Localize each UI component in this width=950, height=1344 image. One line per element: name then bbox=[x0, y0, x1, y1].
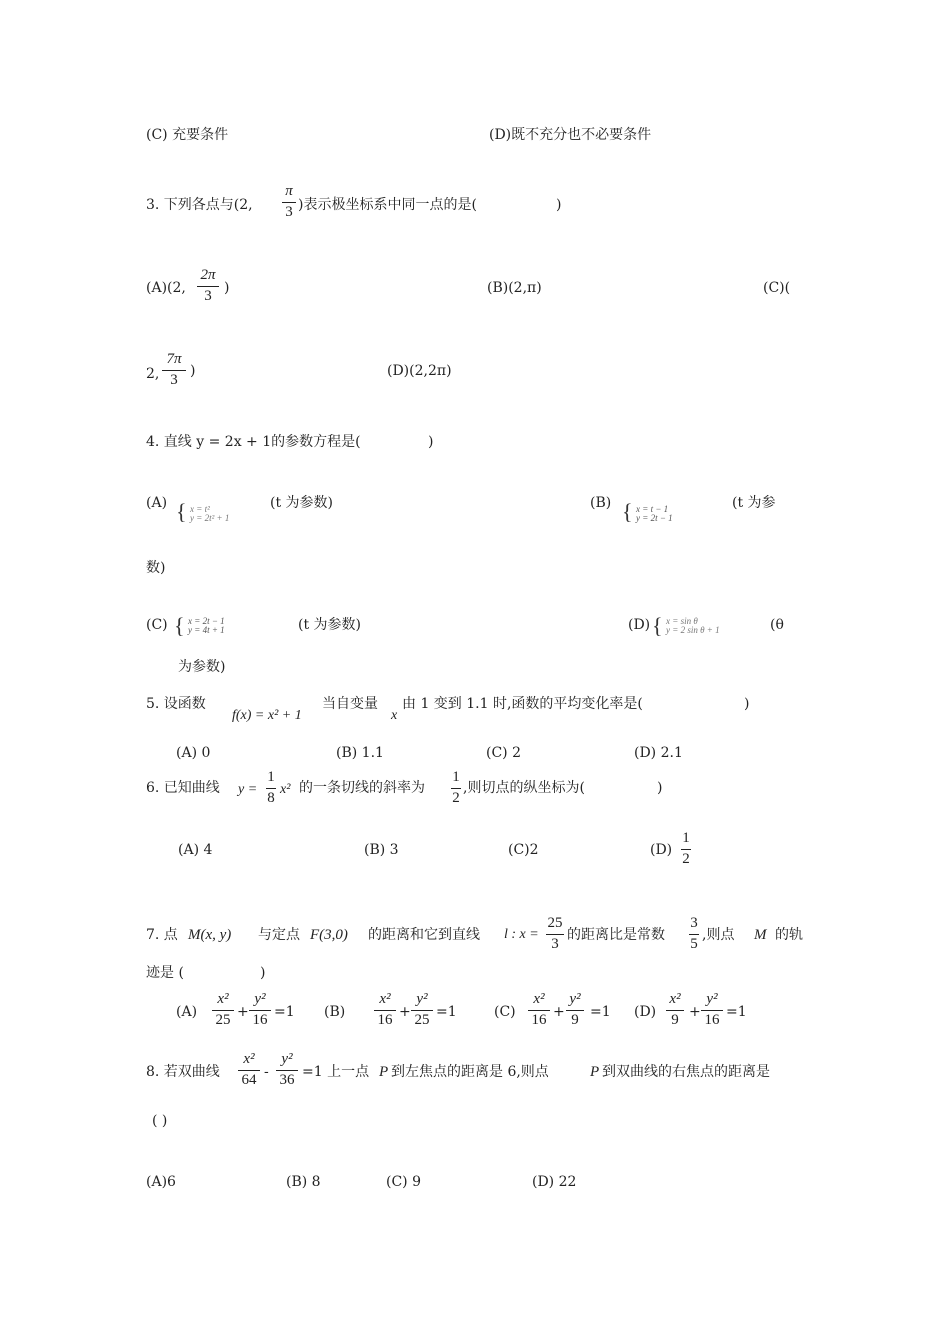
q3-option-c-num: 7π bbox=[166, 351, 182, 367]
q3-option-c-prefix: (C)( bbox=[763, 280, 791, 296]
q7-b-n1: x² bbox=[379, 991, 391, 1007]
q5-paren-close: ) bbox=[744, 696, 750, 712]
q6-option-d-fraction bbox=[681, 831, 691, 868]
q7-a-d2: 16 bbox=[252, 1011, 268, 1028]
fraction-bar bbox=[666, 1010, 684, 1011]
fraction-bar bbox=[701, 1010, 723, 1011]
fraction-bar bbox=[238, 1070, 260, 1071]
q7-c-d1: 16 bbox=[531, 1011, 547, 1028]
q5-option-c: (C) 2 bbox=[486, 745, 521, 761]
brace-icon: { bbox=[176, 499, 187, 524]
fraction-bar bbox=[411, 1010, 433, 1011]
q3-option-a-num: 2π bbox=[200, 267, 216, 283]
q8-paren: ( ) bbox=[152, 1113, 168, 1129]
q7-stem-5: ,则点 bbox=[702, 927, 735, 943]
q6-paren-close: ) bbox=[657, 780, 663, 796]
brace-icon: { bbox=[652, 613, 663, 638]
q7-point-f: F(3,0) bbox=[310, 927, 348, 943]
q3-option-b: (B)(2,π) bbox=[487, 280, 542, 296]
q8-option-b: (B) 8 bbox=[286, 1174, 321, 1190]
q3-option-a-den: 3 bbox=[204, 287, 212, 304]
q7-option-b-frac-1 bbox=[374, 992, 396, 1029]
q7-option-a-eq: =1 bbox=[274, 1004, 295, 1020]
q7-option-c-label: (C) bbox=[494, 1004, 516, 1020]
q7-option-b-frac-2 bbox=[411, 992, 433, 1029]
q5-option-d: (D) 2.1 bbox=[634, 745, 683, 761]
q7-paren-close: ) bbox=[260, 965, 266, 981]
q8-n1: x² bbox=[243, 1051, 255, 1067]
brace-icon: { bbox=[174, 613, 185, 638]
q4-option-c-eq1: x = 2t − 1 bbox=[188, 616, 225, 626]
q3-frac-num: π bbox=[285, 183, 293, 199]
q4-stem: 4. 直线 y = 2x + 1的参数方程是( bbox=[146, 434, 361, 450]
q7-b-d1: 16 bbox=[377, 1011, 393, 1028]
q4-option-a-label: (A) bbox=[146, 495, 168, 511]
q6-fraction-1 bbox=[266, 770, 276, 807]
q6-option-c: (C)2 bbox=[508, 842, 539, 858]
q4-option-d-system bbox=[666, 617, 720, 636]
q7-option-c-frac-2 bbox=[566, 992, 584, 1029]
fraction-bar bbox=[197, 286, 219, 287]
q4-option-a-eq2: y = 2t² + 1 bbox=[190, 513, 230, 524]
q6-stem-3: ,则切点的纵坐标为( bbox=[463, 780, 585, 796]
q7-c-d2: 9 bbox=[571, 1011, 579, 1028]
q6-option-a: (A) 4 bbox=[178, 842, 213, 858]
q6-d-num: 1 bbox=[682, 830, 690, 846]
q7-option-c-eq: =1 bbox=[590, 1004, 611, 1020]
q6-d-den: 2 bbox=[682, 850, 690, 867]
q8-stem-3: 到左焦点的距离是 6,则点 bbox=[391, 1064, 549, 1080]
q4-option-d-suffix: (θ bbox=[770, 617, 784, 633]
q7-b-d2: 25 bbox=[414, 1011, 430, 1028]
q3-option-a-suffix: ) bbox=[224, 280, 230, 296]
brace-icon: { bbox=[622, 499, 633, 524]
q7-stem-2: 与定点 bbox=[258, 927, 300, 943]
q4-option-d-eq2: y = 2 sin θ + 1 bbox=[666, 625, 720, 636]
q3-fraction bbox=[282, 184, 296, 221]
q7-option-c-plus: + bbox=[553, 1004, 565, 1020]
q4-option-b-cont: 数) bbox=[146, 560, 166, 576]
q7-stem-7: 迹是 ( bbox=[146, 965, 184, 981]
q4-option-a-suffix: (t 为参数) bbox=[270, 495, 333, 511]
q8-n2: y² bbox=[281, 1051, 293, 1067]
fraction-bar bbox=[276, 1070, 298, 1071]
q6-stem-2: 的一条切线的斜率为 bbox=[299, 780, 425, 796]
q7-option-b-eq: =1 bbox=[436, 1004, 457, 1020]
q3-option-a-fraction bbox=[197, 268, 219, 305]
q8-stem-4: 到双曲线的右焦点的距离是 bbox=[602, 1064, 770, 1080]
fraction-bar bbox=[249, 1010, 271, 1011]
q7-option-d-frac-2 bbox=[701, 992, 723, 1029]
q7-stem-3: 的距离和它到直线 bbox=[368, 927, 480, 943]
fraction-bar bbox=[282, 202, 296, 203]
q3-stem-suffix: )表示极坐标系中同一点的是( bbox=[298, 197, 477, 213]
fraction-bar bbox=[681, 849, 691, 850]
q8-stem-1: 8. 若双曲线 bbox=[146, 1064, 220, 1080]
q7-d-n1: x² bbox=[669, 991, 681, 1007]
q5-function: f(x) = x² + 1 bbox=[232, 708, 302, 723]
q7-line: l : x = bbox=[504, 927, 539, 942]
fraction-bar bbox=[212, 1010, 234, 1011]
q4-option-c-suffix: (t 为参数) bbox=[298, 617, 361, 633]
q3-option-a-prefix: (A)(2, bbox=[146, 280, 186, 296]
q6-f1-den: 8 bbox=[267, 789, 275, 806]
q5-option-a: (A) 0 bbox=[176, 745, 211, 761]
q7-option-a-plus: + bbox=[237, 1004, 249, 1020]
q4-option-a-eq1: x = t² bbox=[190, 504, 210, 514]
q7-b-n2: y² bbox=[416, 991, 428, 1007]
fraction-bar bbox=[546, 934, 564, 935]
q4-option-b-system bbox=[636, 505, 673, 524]
q3-frac-den: 3 bbox=[285, 203, 293, 220]
q7-ratio-fraction bbox=[689, 916, 699, 953]
q3-option-c-den: 3 bbox=[170, 371, 178, 388]
q6-f2-num: 1 bbox=[452, 769, 460, 785]
q7-option-a-frac-1 bbox=[212, 992, 234, 1029]
q4-option-d-cont: 为参数) bbox=[178, 659, 226, 675]
q8-option-a: (A)6 bbox=[146, 1174, 176, 1190]
q5-stem-1: 5. 设函数 bbox=[146, 696, 206, 712]
q7-point-m: M(x, y) bbox=[188, 927, 232, 943]
q8-d2: 36 bbox=[279, 1071, 295, 1088]
fraction-bar bbox=[162, 370, 186, 371]
q4-paren-close: ) bbox=[428, 434, 434, 450]
fraction-bar bbox=[451, 788, 461, 789]
q4-option-b-eq2: y = 2t − 1 bbox=[636, 513, 673, 524]
q7-c-n1: x² bbox=[533, 991, 545, 1007]
q3-stem-prefix: 3. 下列各点与(2, bbox=[146, 197, 253, 213]
q7-m: M bbox=[754, 927, 767, 943]
q3-option-c-cont: 2, bbox=[146, 366, 160, 382]
q4-option-b-eq1: x = t − 1 bbox=[636, 504, 669, 514]
q7-l-num: 25 bbox=[547, 915, 563, 931]
q7-option-d-label: (D) bbox=[634, 1004, 657, 1020]
q6-option-b: (B) 3 bbox=[364, 842, 399, 858]
q7-stem-6: 的轨 bbox=[775, 927, 803, 943]
fraction-bar bbox=[374, 1010, 396, 1011]
q6-eq-x: x² bbox=[280, 782, 291, 797]
q5-stem-2: 当自变量 bbox=[322, 696, 378, 712]
q5-option-b: (B) 1.1 bbox=[336, 745, 384, 761]
q3-option-c-fraction bbox=[162, 352, 186, 389]
q7-stem-4: 的距离比是常数 bbox=[567, 927, 665, 943]
q7-line-fraction bbox=[546, 916, 564, 953]
q7-a-d1: 25 bbox=[215, 1011, 231, 1028]
q7-option-c-frac-1 bbox=[528, 992, 550, 1029]
q7-option-b-plus: + bbox=[399, 1004, 411, 1020]
q2-option-c: (C) 充要条件 bbox=[146, 127, 229, 143]
q4-option-c-label: (C) bbox=[146, 617, 168, 633]
q7-option-b-label: (B) bbox=[324, 1004, 346, 1020]
q6-eq-y: y = bbox=[238, 782, 258, 797]
q8-d1: 64 bbox=[241, 1071, 257, 1088]
q7-r-den: 5 bbox=[690, 935, 698, 952]
q4-option-b-suffix: (t 为参 bbox=[732, 495, 776, 511]
q7-d-d2: 16 bbox=[704, 1011, 720, 1028]
q7-a-n2: y² bbox=[254, 991, 266, 1007]
fraction-bar bbox=[689, 934, 699, 935]
fraction-bar bbox=[528, 1010, 550, 1011]
q7-d-n2: y² bbox=[706, 991, 718, 1007]
fraction-bar bbox=[566, 1010, 584, 1011]
q3-option-c-suffix: ) bbox=[190, 363, 196, 379]
q4-option-a-system bbox=[190, 505, 229, 524]
q7-option-a-frac-2 bbox=[249, 992, 271, 1029]
q4-option-c-system bbox=[188, 617, 225, 636]
q8-frac-2 bbox=[276, 1052, 298, 1089]
q5-variable: x bbox=[391, 708, 398, 723]
q3-option-d: (D)(2,2π) bbox=[387, 363, 452, 379]
q4-option-c-eq2: y = 4t + 1 bbox=[188, 625, 225, 636]
q8-minus: - bbox=[264, 1064, 269, 1080]
q6-stem-1: 6. 已知曲线 bbox=[146, 780, 220, 796]
q7-c-n2: y² bbox=[569, 991, 581, 1007]
q2-option-d: (D)既不充分也不必要条件 bbox=[489, 127, 652, 143]
q3-paren-close: ) bbox=[556, 197, 562, 213]
q6-f2-den: 2 bbox=[452, 789, 460, 806]
q7-r-num: 3 bbox=[690, 915, 698, 931]
q8-frac-1 bbox=[238, 1052, 260, 1089]
q7-option-d-plus: + bbox=[689, 1004, 701, 1020]
q6-option-d-label: (D) bbox=[650, 842, 673, 858]
q8-p2: P bbox=[590, 1064, 600, 1080]
q8-p1: P bbox=[379, 1064, 389, 1080]
q7-d-d1: 9 bbox=[671, 1011, 679, 1028]
fraction-bar bbox=[266, 788, 276, 789]
q7-option-d-frac-1 bbox=[666, 992, 684, 1029]
q7-option-a-label: (A) bbox=[176, 1004, 198, 1020]
q6-f1-num: 1 bbox=[267, 769, 275, 785]
q8-option-c: (C) 9 bbox=[386, 1174, 421, 1190]
q7-a-n1: x² bbox=[217, 991, 229, 1007]
q6-fraction-2 bbox=[451, 770, 461, 807]
q7-l-den: 3 bbox=[551, 935, 559, 952]
q5-stem-3: 由 1 变到 1.1 时,函数的平均变化率是( bbox=[402, 696, 643, 712]
q7-option-d-eq: =1 bbox=[726, 1004, 747, 1020]
q4-option-d-eq1: x = sin θ bbox=[666, 616, 698, 626]
q4-option-d-label: (D) bbox=[628, 617, 651, 633]
q7-stem-1: 7. 点 bbox=[146, 927, 178, 943]
q8-stem-2: =1 上一点 bbox=[302, 1064, 370, 1080]
q8-option-d: (D) 22 bbox=[532, 1174, 577, 1190]
q4-option-b-label: (B) bbox=[590, 495, 612, 511]
